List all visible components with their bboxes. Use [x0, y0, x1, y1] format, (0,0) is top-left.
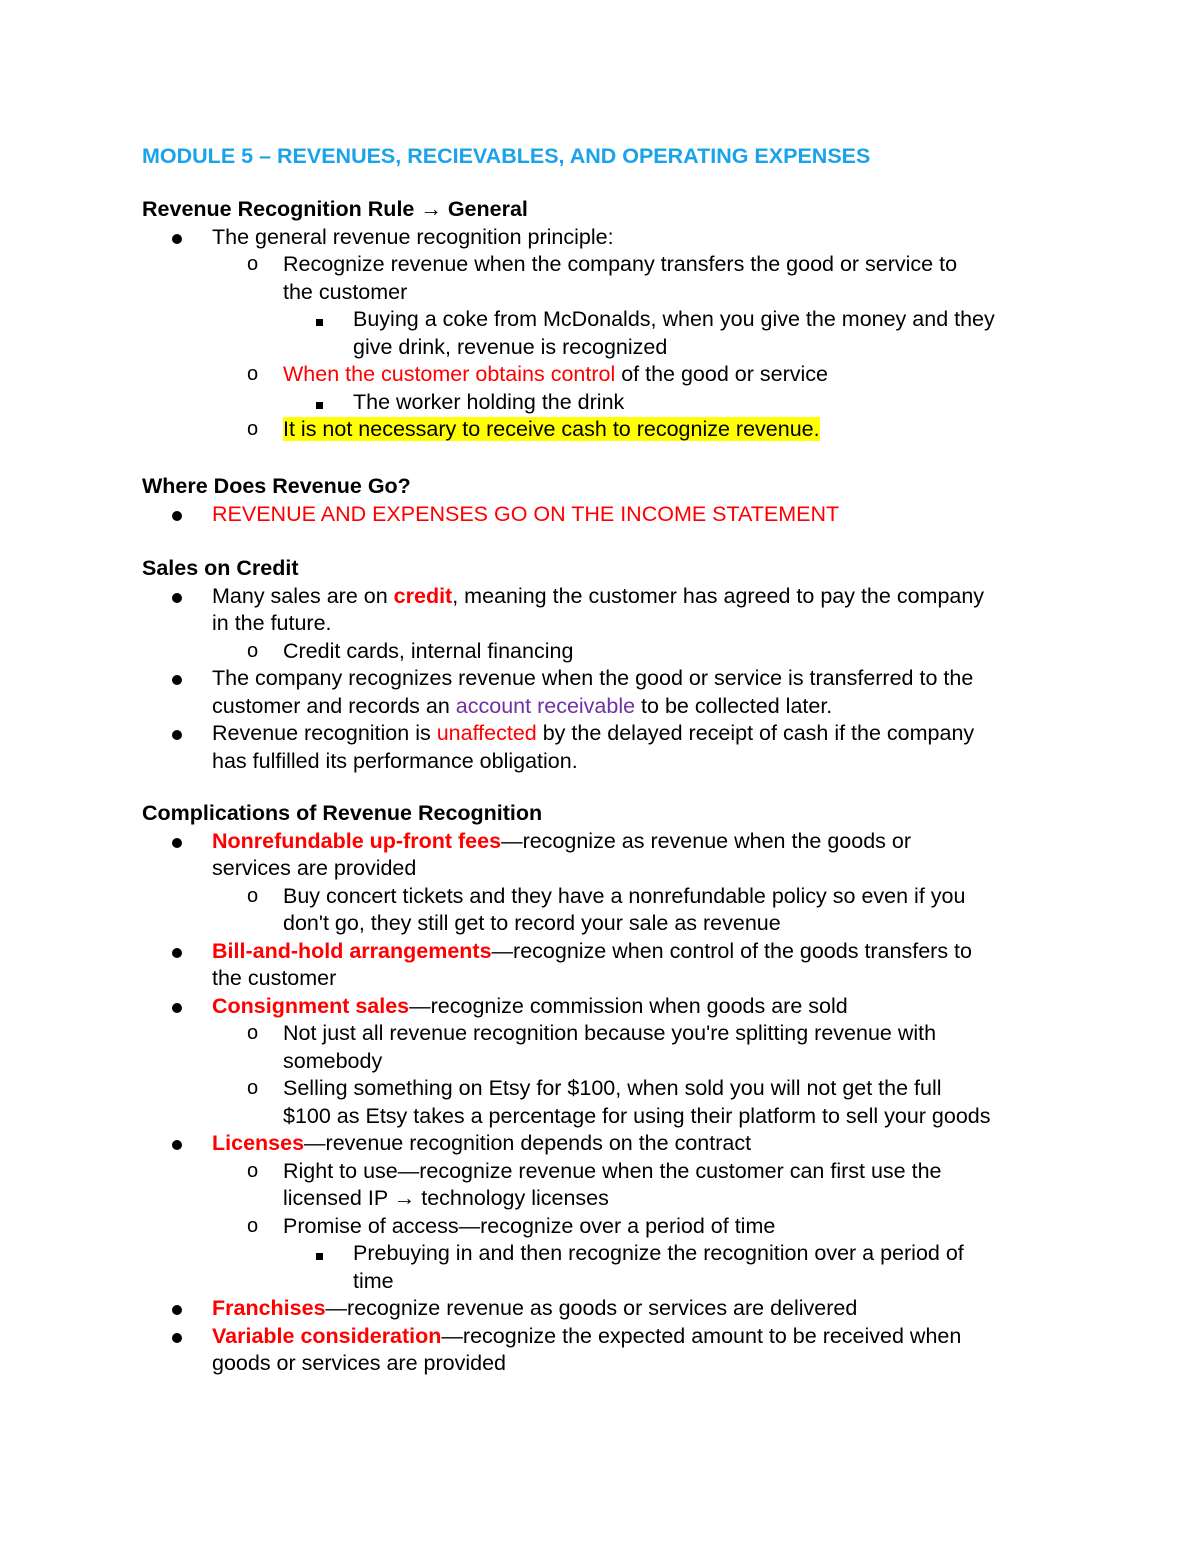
- item-text: of the good or service: [615, 362, 828, 386]
- item-text: has fulfilled its performance obligation.: [212, 748, 578, 773]
- item-text: by the delayed receipt of cash if the company: [536, 721, 975, 745]
- bullet-circle-icon: o: [247, 253, 259, 275]
- item-text: The worker holding the drink: [353, 389, 625, 414]
- item-text: $100 as Etsy takes a percentage for using their platform to sell your goods: [283, 1103, 991, 1128]
- bullet-circle-icon: o: [247, 639, 259, 662]
- bullet-dot-icon: [172, 665, 182, 693]
- item-text: goods or services are provided: [212, 1351, 506, 1375]
- bullet-dot-icon: [172, 993, 182, 1021]
- item-text: Buy concert tickets and they have a nonrefundable policy so even if you: [283, 883, 966, 908]
- bullet-dot-icon: [172, 224, 182, 252]
- term-text: Variable consideration: [212, 1323, 442, 1348]
- bullet-circle-icon: o: [247, 1077, 259, 1099]
- item-text: Right to use—recognize revenue when the customer can first use the: [283, 1158, 942, 1183]
- list-item: [142, 1020, 1072, 1075]
- bullet-dot-icon: [172, 1130, 182, 1158]
- term-text: Bill-and-hold arrangements: [212, 938, 492, 963]
- bullet-circle-icon: o: [247, 884, 259, 907]
- list-item: [142, 638, 1072, 666]
- emphasis-text: When the customer obtains control: [283, 362, 616, 386]
- item-text: the customer: [283, 279, 408, 304]
- bullet-square-icon: [316, 306, 323, 334]
- section-heading: Sales on Credit: [142, 556, 299, 580]
- list-item: [142, 665, 1072, 720]
- item-text: services are provided: [212, 856, 417, 880]
- item-text: to be collected later.: [635, 693, 833, 718]
- bullet-dot-icon: [172, 720, 182, 748]
- heading-text: Revenue Recognition Rule: [142, 197, 415, 221]
- list-item: [142, 1130, 1072, 1158]
- item-text: —recognize commission when goods are sold: [409, 993, 848, 1018]
- section-heading: [142, 196, 1072, 224]
- item-text: Selling something on Etsy for $100, when sold you will not get the full: [283, 1076, 942, 1100]
- item-text: Recognize revenue when the company transfers the good or service to: [283, 252, 958, 276]
- term-text: Licenses: [212, 1131, 305, 1155]
- list-item: [142, 306, 1072, 361]
- term-text: Franchises: [212, 1296, 326, 1320]
- bullet-dot-icon: [172, 938, 182, 966]
- bullet-dot-icon: [172, 583, 182, 611]
- item-text: —recognize revenue as goods or services are delivered: [325, 1296, 858, 1320]
- item-text: customer and records an: [212, 693, 456, 718]
- bullet-dot-icon: [172, 1295, 182, 1323]
- item-text: Credit cards, internal financing: [283, 638, 574, 663]
- arrow-right-icon: →: [420, 197, 442, 221]
- item-text: time: [353, 1268, 394, 1293]
- list-item: [142, 361, 1072, 389]
- item-text: Many sales are on: [212, 583, 394, 608]
- list-item: [142, 883, 1072, 938]
- bullet-circle-icon: o: [247, 1214, 259, 1237]
- list-item: [142, 1240, 1072, 1295]
- section-sales-on-credit: [142, 555, 1072, 775]
- bullet-circle-icon: o: [247, 1159, 259, 1182]
- bullet-square-icon: [316, 389, 323, 417]
- list-item: [142, 1295, 1072, 1323]
- highlighted-text: It is not necessary to receive cash to recognize revenue.: [283, 417, 820, 441]
- item-text: —recognize when control of the goods transfers to: [491, 938, 972, 963]
- bullet-dot-icon: [172, 501, 182, 529]
- list-item: [142, 251, 1072, 306]
- item-text: The general revenue recognition principle:: [212, 224, 614, 249]
- item-text: give drink, revenue is recognized: [353, 334, 668, 359]
- list-item: [142, 583, 1072, 638]
- section-complications: [142, 800, 1072, 1378]
- section-heading: Complications of Revenue Recognition: [142, 801, 543, 825]
- list-item: [142, 224, 1072, 252]
- list-item: [142, 828, 1072, 883]
- item-text: Not just all revenue recognition because you're splitting revenue with: [283, 1021, 937, 1045]
- list-item: [142, 1158, 1072, 1213]
- emphasis-text: REVENUE AND EXPENSES GO ON THE INCOME STATEMENT: [212, 501, 840, 526]
- list-item: [142, 720, 1072, 775]
- list-item: [142, 416, 1072, 444]
- bullet-circle-icon: o: [247, 418, 259, 440]
- item-text: —recognize the expected amount to be received when: [441, 1323, 962, 1348]
- section-heading: Where Does Revenue Go?: [142, 474, 411, 498]
- section-where-does-revenue-go: [142, 473, 1072, 528]
- list-item: [142, 938, 1072, 993]
- bullet-dot-icon: [172, 1323, 182, 1351]
- list-item: [142, 501, 1072, 529]
- term-text: Nonrefundable up-front fees: [212, 828, 502, 853]
- bullet-dot-icon: [172, 828, 182, 856]
- arrow-right-icon: →: [393, 1186, 416, 1210]
- list-item: [142, 389, 1072, 417]
- emphasis-text: account receivable: [455, 693, 636, 718]
- bullet-circle-icon: o: [247, 1022, 259, 1044]
- item-text: Prebuying in and then recognize the recognition over a period of: [353, 1241, 964, 1265]
- item-text: the customer: [212, 966, 337, 990]
- list-item: [142, 1323, 1072, 1378]
- emphasis-text: unaffected: [436, 721, 537, 745]
- item-text: Revenue recognition is: [212, 721, 437, 745]
- item-text: The company recognizes revenue when the good or service is transferred to the: [212, 666, 974, 690]
- item-text: don't go, they still get to record your sale as revenue: [283, 911, 781, 935]
- item-text: —revenue recognition depends on the contract: [304, 1131, 752, 1155]
- bullet-circle-icon: o: [247, 363, 259, 385]
- item-text: Buying a coke from McDonalds, when you give the money and they: [353, 307, 995, 331]
- item-text: Promise of access—recognize over a period of time: [283, 1213, 776, 1238]
- item-text: somebody: [283, 1048, 383, 1073]
- heading-text: General: [441, 197, 528, 221]
- item-text: licensed IP: [283, 1186, 394, 1210]
- list-item: [142, 1075, 1072, 1130]
- section-revenue-recognition-rule: [142, 196, 1072, 444]
- term-text: credit: [393, 583, 453, 608]
- document-title: MODULE 5 – REVENUES, RECIEVABLES, AND OPERATING EXPENSES: [142, 144, 871, 168]
- item-text: in the future.: [212, 611, 332, 635]
- item-text: , meaning the customer has agreed to pay the company: [452, 583, 985, 608]
- term-text: Consignment sales: [212, 993, 410, 1018]
- item-text: technology licenses: [415, 1186, 609, 1210]
- item-text: —recognize as revenue when the goods or: [501, 828, 912, 853]
- list-item: [142, 1213, 1072, 1241]
- list-item: [142, 993, 1072, 1021]
- bullet-square-icon: [316, 1240, 323, 1268]
